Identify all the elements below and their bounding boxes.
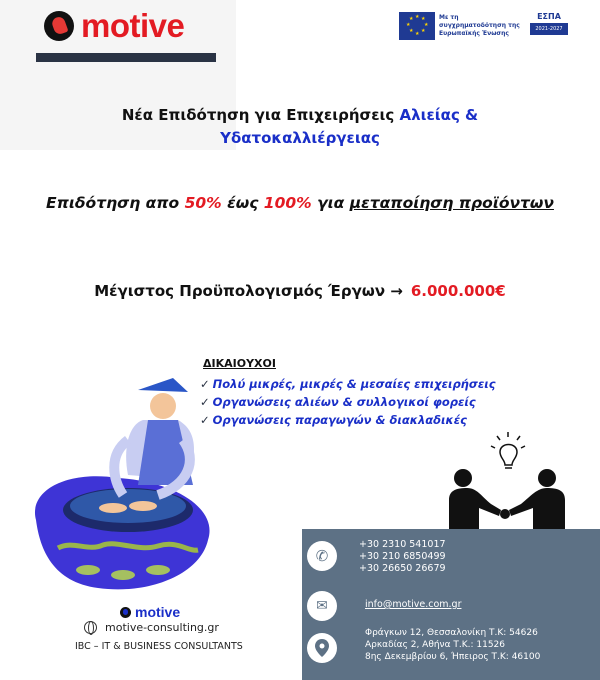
phone-list xyxy=(359,539,446,575)
footer-tagline: IBC – IT & BUSINESS CONSULTANTS xyxy=(75,641,243,652)
check-icon: ✓ xyxy=(200,395,210,409)
beneficiary-item xyxy=(200,393,496,411)
website-link[interactable]: motive-consulting.gr xyxy=(105,621,219,634)
motive-logo-icon xyxy=(120,607,131,618)
address-line: 8ης Δεκεμβρίου 6, Ήπειρος Τ.Κ: 46100 xyxy=(365,652,541,662)
subsidy-headline xyxy=(40,191,560,216)
title-part-2: Αλιείας & Υδατοκαλλιέργειας xyxy=(220,106,479,147)
page-title xyxy=(60,104,540,150)
email-wrap xyxy=(365,599,461,611)
title-part-1: Νέα Επιδότηση για Επιχειρήσεις xyxy=(121,106,400,124)
location-pin-icon xyxy=(307,633,337,663)
footer-logo xyxy=(120,604,180,620)
subsidy-min: 50% xyxy=(184,194,222,212)
beneficiary-item xyxy=(200,375,496,393)
subsidy-middle: έως xyxy=(221,194,264,212)
mail-icon: ✉ xyxy=(307,591,337,621)
motive-logo-icon xyxy=(44,11,74,41)
contact-panel xyxy=(302,529,600,680)
budget-label: Μέγιστος Προϋπολογισμός Έργων → xyxy=(94,282,403,300)
footer-website[interactable] xyxy=(84,621,219,634)
fisherman-illustration xyxy=(28,370,218,595)
address-list xyxy=(365,627,540,663)
check-icon: ✓ xyxy=(200,413,210,427)
phone-number[interactable]: +30 210 6850499 xyxy=(359,551,446,562)
check-icon: ✓ xyxy=(200,377,210,391)
brand-name: motive xyxy=(81,7,185,44)
espa-label: ΕΣΠΑ xyxy=(537,12,561,21)
footer-brand: motive xyxy=(135,604,181,620)
email-link[interactable]: info@motive.com.gr xyxy=(365,599,462,610)
beneficiary-text: Πολύ μικρές, μικρές & μεσαίες επιχειρήσεις xyxy=(212,377,496,391)
globe-icon xyxy=(84,621,97,634)
budget-amount: 6.000.000€ xyxy=(410,282,506,300)
budget-line xyxy=(40,282,560,300)
pin-shape xyxy=(315,639,329,657)
espa-years: 2021-2027 xyxy=(530,23,568,35)
subsidy-suffix: για xyxy=(311,194,350,212)
address-line: Αρκαδίας 2, Αθήνα Τ.Κ.: 11526 xyxy=(365,640,506,650)
eu-cofunding-text: Με τη συγχρηματοδότηση της Ευρωπαϊκής Ένωσης xyxy=(439,14,520,37)
phone-icon: ✆ xyxy=(307,541,337,571)
phone-number[interactable]: +30 2310 541017 xyxy=(359,539,446,550)
beneficiaries-title: ΔΙΚΑΙΟΥΧΟΙ xyxy=(203,357,276,370)
subsidy-prefix: Επιδότηση απο xyxy=(46,194,185,212)
business-handshake-illustration xyxy=(445,430,570,530)
eu-flag-icon: ★ ★ ★ ★ ★ ★ ★ ★ xyxy=(399,12,435,40)
espa-logo xyxy=(530,12,568,38)
subsidy-max: 100% xyxy=(263,194,312,212)
header-divider-bar xyxy=(36,53,216,62)
address-line: Φράγκων 12, Θεσσαλονίκη Τ.Κ: 54626 xyxy=(365,628,538,638)
subsidy-target: μεταποίηση προϊόντων xyxy=(349,194,554,212)
beneficiary-text: Οργανώσεις παραγωγών & διακλαδικές xyxy=(212,413,467,427)
beneficiary-item xyxy=(200,411,496,429)
brand-logo xyxy=(44,8,184,44)
phone-number[interactable]: +30 26650 26679 xyxy=(359,563,446,574)
beneficiaries-list xyxy=(200,375,496,429)
beneficiary-text: Οργανώσεις αλιέων & συλλογικοί φορείς xyxy=(212,395,476,409)
